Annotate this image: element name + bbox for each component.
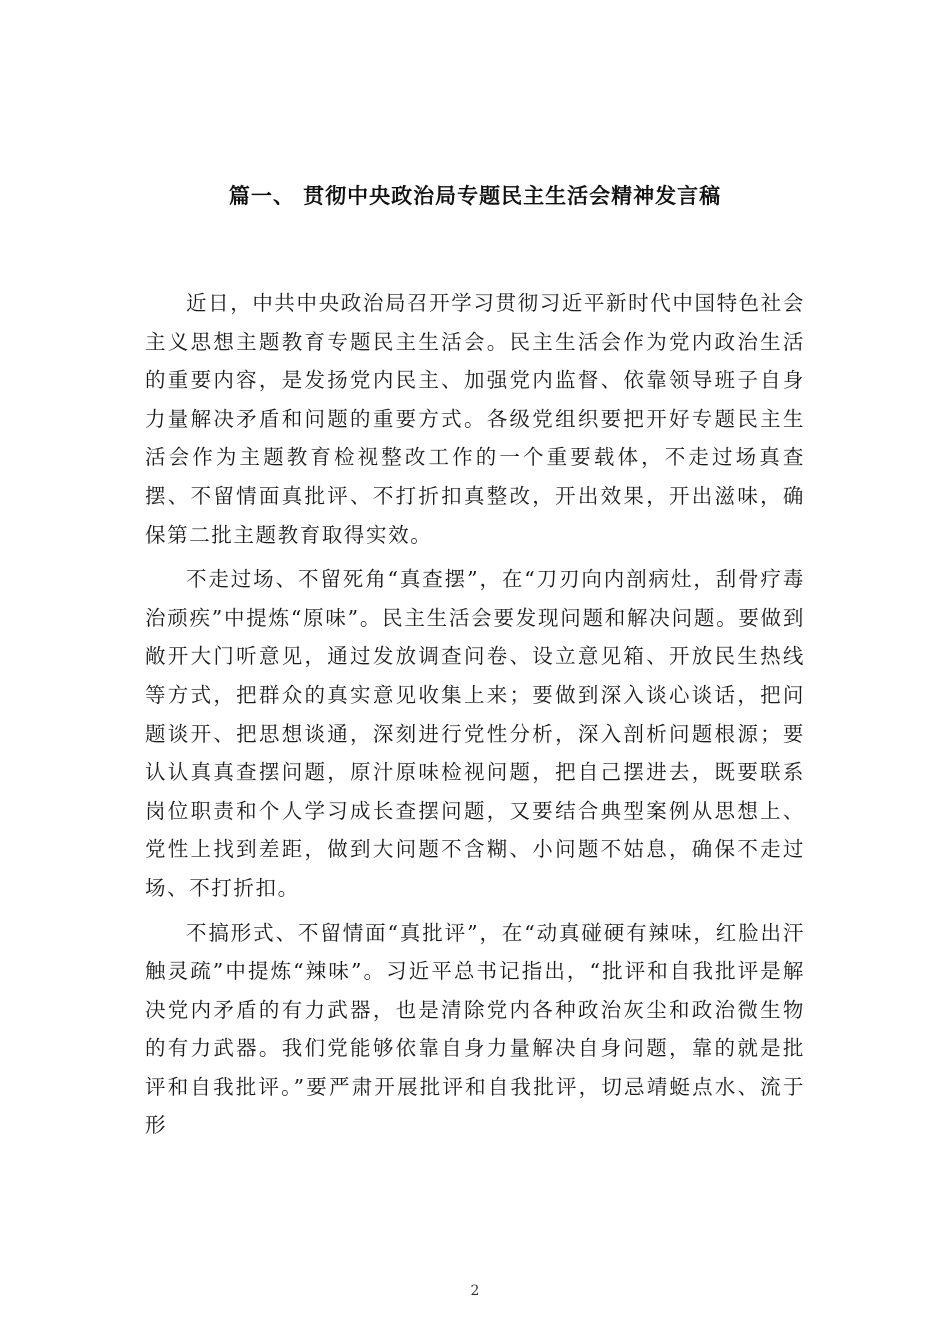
page-number: 2 [470, 1283, 480, 1299]
paragraph-3: 不搞形式、不留情面“真批评”，在“动真碰硬有辣味，红脸出汗触灵疏”中提炼“辣味”。习近平总书记指出，“批评和自我批评是解决党内矛盾的有力武器，也是清除党内各种政治灰尘和政治微生物的有力武器。我们党能够依靠自身力量解决自身问题，靠的就是批评和自我批评。”要严肃开展批评和自我批评，切忌靖蜓点水、流于形 [145, 920, 805, 1138]
document-title: 篇一、 贯彻中央政治局专题民主生活会精神发言稿 [228, 184, 722, 208]
document-body [145, 284, 805, 1151]
paragraph-2: 不走过场、不留死角“真查摆”，在“刀刃向内剖病灶，刮骨疗毒治顽疾”中提炼“原味”。民主生活会要发现问题和解决问题。要做到敞开大门听意见，通过发放调查问卷、设立意见箱、开放民生热线等方式，把群众的真实意见收集上来；要做到深入谈心谈话，把问题谈开、把思想谈通，深刻进行党性分析，深入剖析问题根源；要认认真真查摆问题，原汁原味检视问题，把自己摆进去，既要联系岗位职责和个人学习成长查摆问题，又要结合典型案例从思想上、党性上找到差距，做到大问题不含糊、小问题不姑息，确保不走过场、不打折扣。 [145, 567, 805, 900]
paragraph-1: 近日，中共中央政治局召开学习贯彻习近平新时代中国特色社会主义思想主题教育专题民主生活会。民主生活会作为党内政治生活的重要内容，是发扬党内民主、加强党内监督、依靠领导班子自身力量解决矛盾和问题的重要方式。各级党组织要把开好专题民主生活会作为主题教育检视整改工作的一个重要载体，不走过场真查摆、不留情面真批评、不打折扣真整改，开出效果，开出滋味，确保第二批主题教育取得实效。 [145, 291, 805, 547]
